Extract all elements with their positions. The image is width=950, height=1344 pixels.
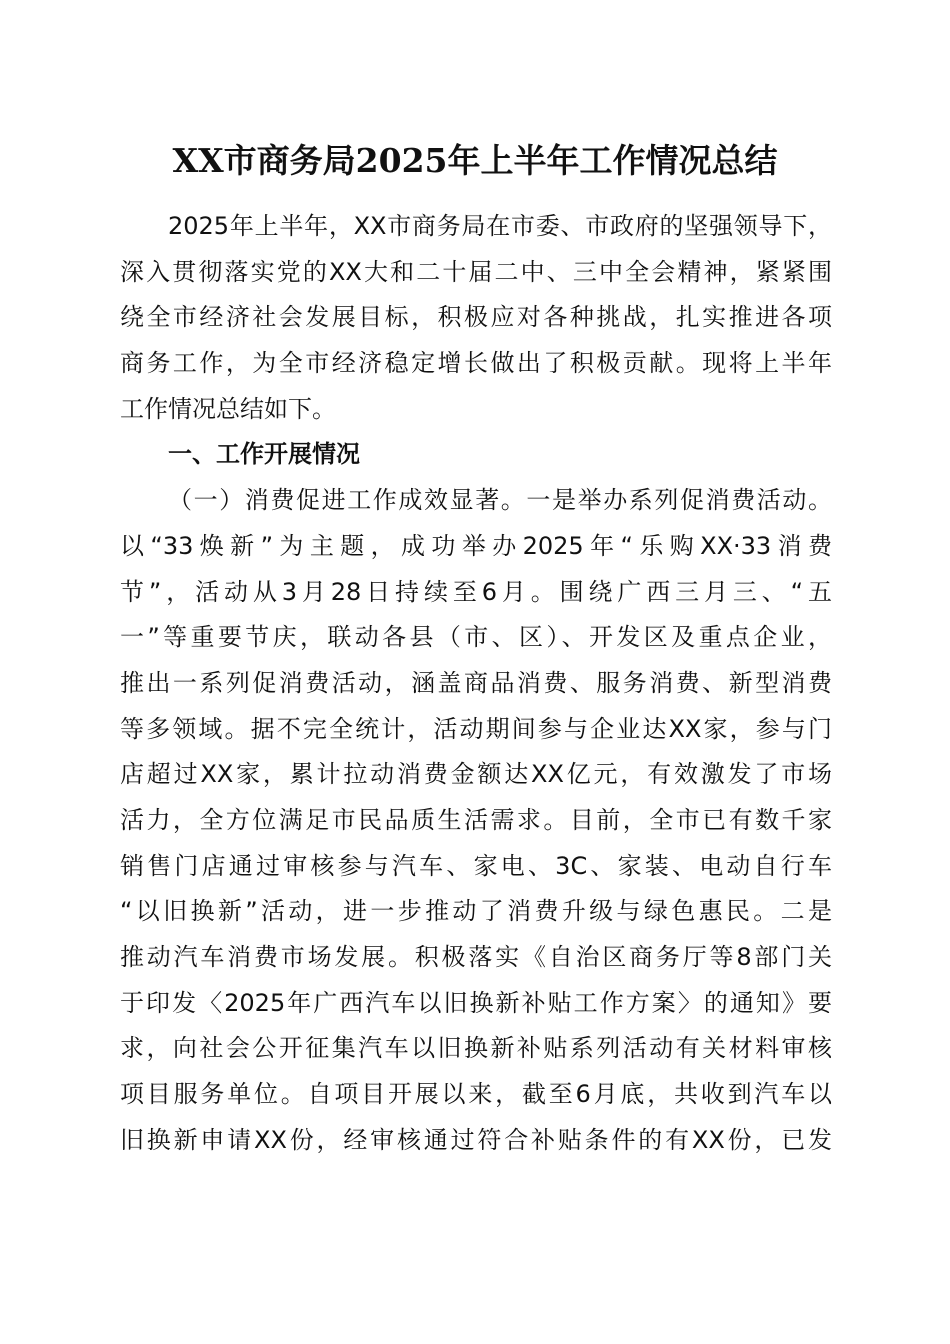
paragraph-line: 一”等重要节庆，联动各县（市、区）、开发区及重点企业， [120,623,832,652]
paragraph-line: 节”，活动从3月28日持续至6月。围绕广西三月三、“五 [120,577,832,606]
paragraph-line: 店超过XX家，累计拉动消费金额达XX亿元，有效激发了市场 [120,760,832,789]
paragraph-line: 以“33焕新”为主题，成功举办2025年“乐购XX·33消费 [120,531,832,560]
paragraph-line: 绕全市经济社会发展目标，积极应对各种挑战，扎实推进各项 [120,303,832,332]
document-title: XX市商务局2025年上半年工作情况总结 [172,141,778,180]
paragraph-line: “以旧换新”活动，进一步推动了消费升级与绿色惠民。二是 [120,897,832,926]
paragraph-line: 2025年上半年，XX市商务局在市委、市政府的坚强领导下， [168,212,832,240]
paragraph-line: 旧换新申请XX份，经审核通过符合补贴条件的有XX份，已发 [120,1125,832,1154]
paragraph-line: 求，向社会公开征集汽车以旧换新补贴系列活动有关材料审核 [120,1034,832,1063]
paragraph-line: 活力，全方位满足市民品质生活需求。目前，全市已有数千家 [120,805,832,834]
paragraph-line: 推出一系列促消费活动，涵盖商品消费、服务消费、新型消费 [120,668,832,697]
paragraph-line: 商务工作，为全市经济稳定增长做出了积极贡献。现将上半年 [120,349,832,378]
paragraph-line: 推动汽车消费市场发展。积极落实《自治区商务厅等8部门关 [120,943,832,971]
paragraph-line: 于印发〈2025年广西汽车以旧换新补贴工作方案〉的通知》要 [120,988,832,1017]
document-body [120,204,832,1163]
paragraph-line: 销售门店通过审核参与汽车、家电、3C、家装、电动自行车 [120,851,832,880]
paragraph-line: 工作情况总结如下。 [120,394,336,423]
section-heading: 一、工作开展情况 [168,440,360,469]
paragraph-line: （一）消费促进工作成效显著。一是举办系列促消费活动。 [168,486,832,515]
paragraph-line: 等多领域。据不完全统计，活动期间参与企业达XX家，参与门 [120,714,832,743]
paragraph-line: 深入贯彻落实党的XX大和二十届二中、三中全会精神，紧紧围 [120,257,832,286]
paragraph-line: 项目服务单位。自项目开展以来，截至6月底，共收到汽车以 [120,1080,832,1109]
